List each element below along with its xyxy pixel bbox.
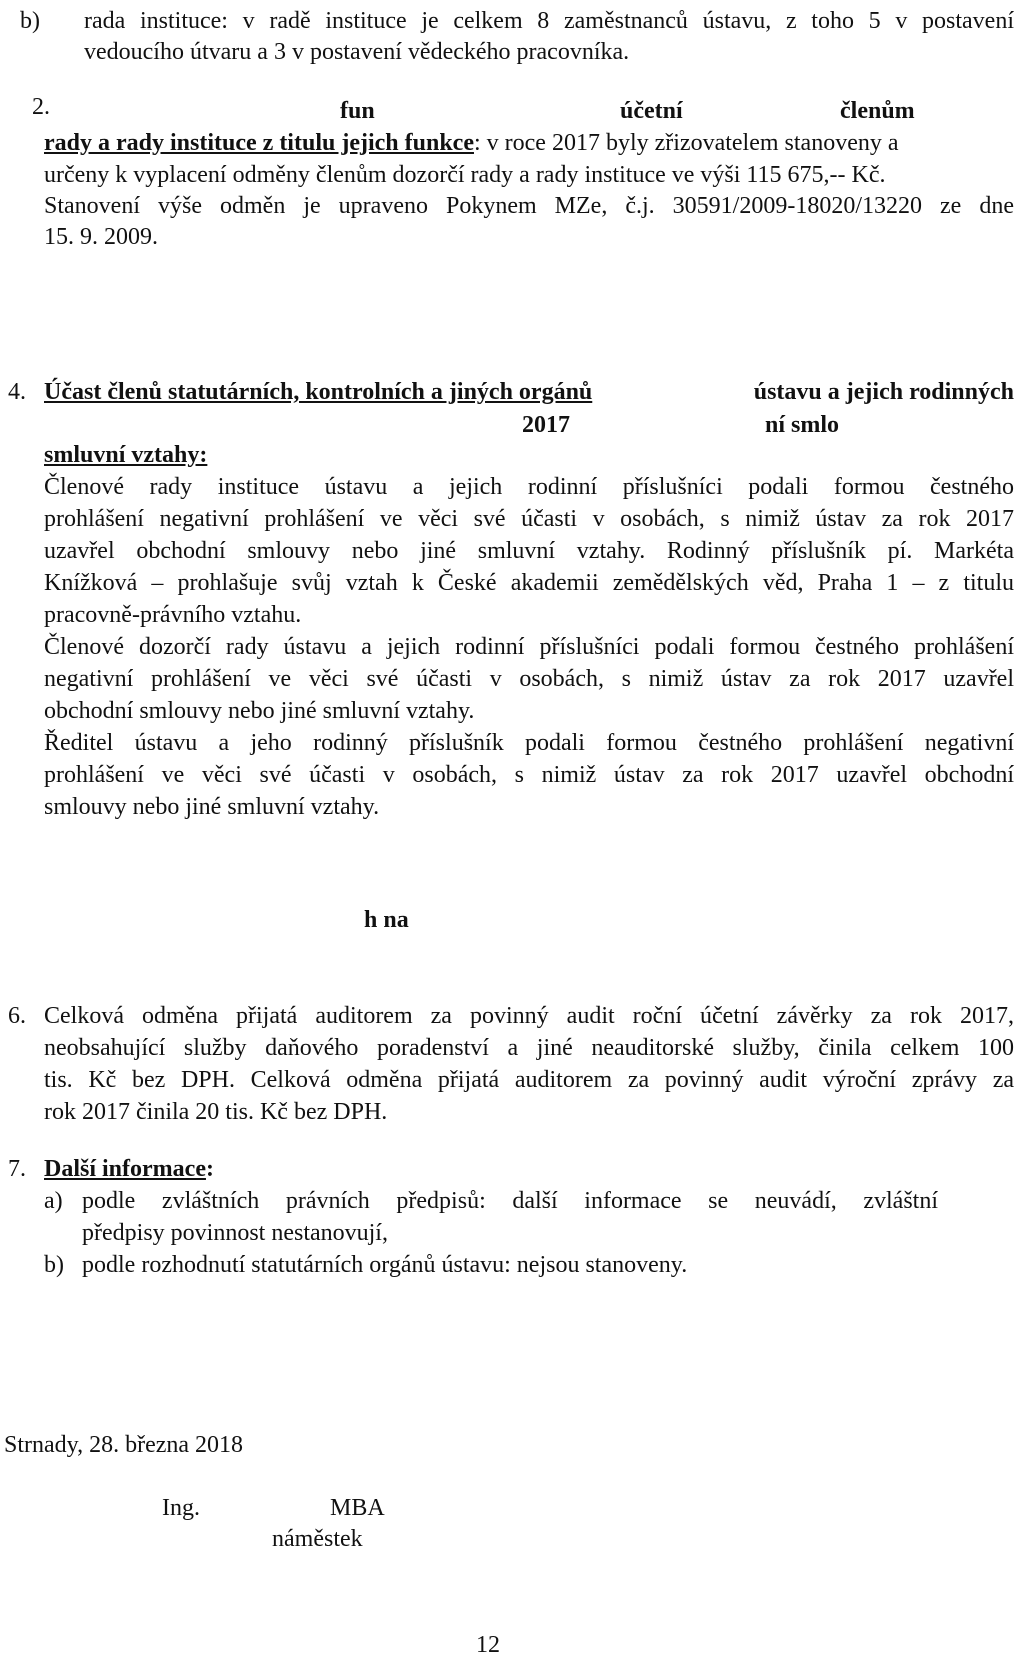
section-7-a-marker: a) (44, 1188, 63, 1214)
signature-title-1: Ing. (162, 1495, 200, 1521)
section-4-heading-line3: smluvní vztahy: (44, 442, 208, 468)
section-4-para1-line1: Členové rady instituce ústavu a jejich rodinní příslušníci podali formou čestného (44, 474, 1014, 500)
section-2-heading-frag-1: fun (340, 98, 375, 124)
section-6-line3: tis. Kč bez DPH. Celková odměna přijatá auditorem za povinný audit výroční zprávy za (44, 1067, 1014, 1093)
section-6-line1: Celková odměna přijatá auditorem za povinný audit roční účetní závěrky za rok 2017, (44, 1003, 1014, 1029)
section-4-para1-line2: prohlášení negativní prohlášení ve věci své účasti v osobách, s nimiž ústav za rok 2017 (44, 506, 1014, 532)
section-2-heading-frag-3: členům (840, 98, 915, 124)
section-4-para2-line3: obchodní smlouvy nebo jiné smluvní vztahy. (44, 698, 475, 724)
section-4-heading-line1 (44, 377, 1014, 409)
section-1b-line1: rada instituce: v radě instituce je celkem 8 zaměstnanců ústavu, z toho 5 v postavení (84, 8, 1014, 34)
section-2-heading-underlined: rady a rady instituce z titulu jejich funkce (44, 130, 474, 156)
page-number: 12 (476, 1632, 500, 1658)
section-6-line2: neobsahující služby daňového poradenství a jiné neauditorské služby, činila celkem 100 (44, 1035, 1014, 1061)
section-2-number: 2. (32, 94, 50, 120)
section-2-heading-frag-2: účetní (620, 98, 683, 124)
section-2-line3: Stanovení výše odměn je upraveno Pokynem MZe, č.j. 30591/2009-18020/13220 ze dne (44, 193, 1014, 219)
section-4-heading-rest: ústavu a jejich rodinných (753, 379, 1014, 405)
section-2-line1 (44, 128, 899, 160)
section-7-a-line2: předpisy povinnost nestanovují, (82, 1220, 388, 1246)
section-4-para3-line3: smlouvy nebo jiné smluvní vztahy. (44, 794, 380, 820)
section-4-heading-year: 2017 (522, 412, 570, 438)
place-date: Strnady, 28. března 2018 (4, 1432, 244, 1458)
section-4-heading-underlined: Účast členů statutárních, kontrolních a jiných orgánů (44, 379, 593, 405)
section-7-heading-colon: : (205, 1156, 214, 1182)
section-4-heading-frag: ní smlo (765, 412, 840, 438)
section-7-number: 7. (8, 1156, 26, 1182)
section-7-heading-text: Další informace (44, 1156, 206, 1182)
section-4-number: 4. (8, 379, 26, 405)
section-4-para1-line3: uzavřel obchodní smlouvy nebo jiné smluvní vztahy. Rodinný příslušník pí. Markéta (44, 538, 1014, 564)
signature-role: náměstek (272, 1526, 363, 1552)
section-7-b-line: podle rozhodnutí statutárních orgánů ústavu: nejsou stanoveny. (82, 1252, 688, 1278)
section-4-para1-line4: Knížková – prohlašuje svůj vztah k České akademii zemědělských věd, Praha 1 – z titulu (44, 570, 1014, 596)
section-4-para2-line2: negativní prohlášení ve věci své účasti v osobách, s nimiž ústav za rok 2017 uzavřel (44, 666, 1014, 692)
section-4-para3-line1: Ředitel ústavu a jeho rodinný příslušník podali formou čestného prohlášení negativní (44, 730, 1014, 756)
section-1b-marker: b) (20, 8, 40, 34)
section-7-a-line1: podle zvláštních právních předpisů: další informace se neuvádí, zvláštní (82, 1188, 938, 1214)
section-2-line1-rest: : v roce 2017 byly zřizovatelem stanoveny a (473, 130, 899, 156)
section-2-line4: 15. 9. 2009. (44, 224, 158, 250)
section-4-para1-line5: pracovně-právního vztahu. (44, 602, 302, 628)
section-7-b-marker: b) (44, 1252, 64, 1278)
section-2-line2: určeny k vyplacení odměny členům dozorčí rady a rady instituce ve výši 115 675,-- Kč. (44, 162, 886, 188)
section-4-para3-line2: prohlášení ve věci své účasti v osobách, s nimiž ústav za rok 2017 uzavřel obchodní (44, 762, 1014, 788)
signature-title-2: MBA (330, 1495, 385, 1521)
section-1b-line2: vedoucího útvaru a 3 v postavení vědeckého pracovníka. (84, 39, 630, 65)
section-4-para2-line1: Členové dozorčí rady ústavu a jejich rodinní příslušníci podali formou čestného prohlášení (44, 634, 1014, 660)
section-6-line4: rok 2017 činila 20 tis. Kč bez DPH. (44, 1099, 388, 1125)
section-5-fragment: h na (364, 907, 409, 933)
section-7-heading (44, 1154, 214, 1186)
section-6-number: 6. (8, 1003, 26, 1029)
